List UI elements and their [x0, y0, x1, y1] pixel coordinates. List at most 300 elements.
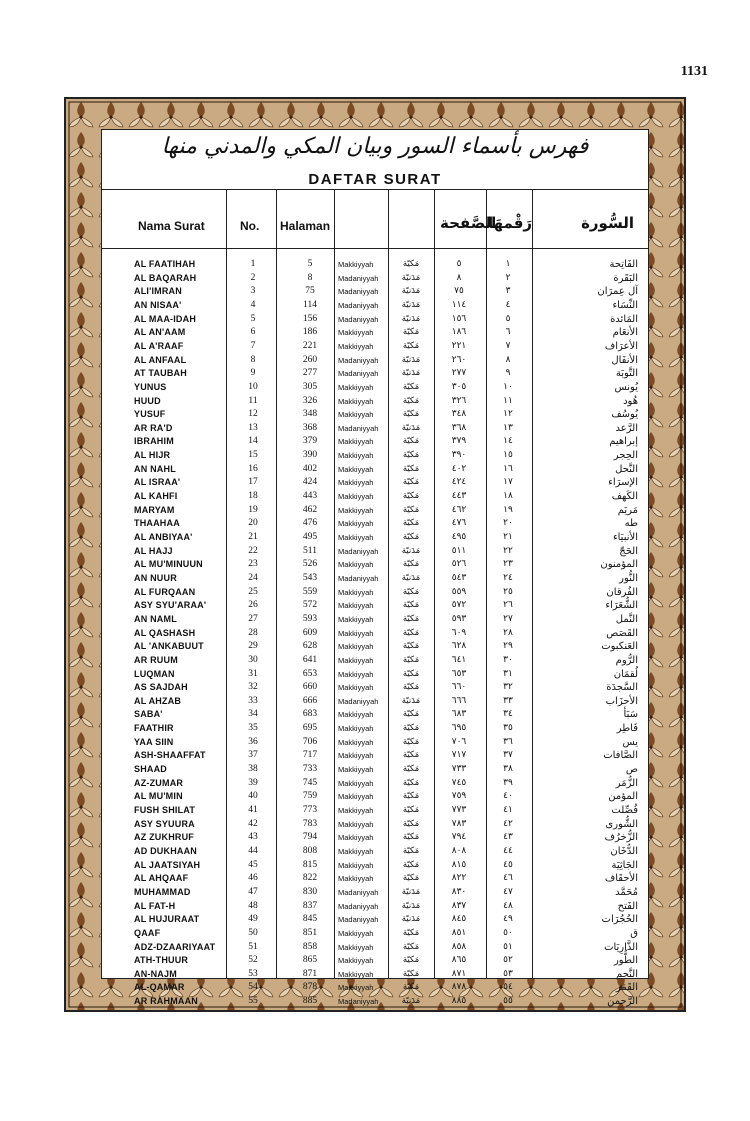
surah-page-ar: ٧١٧ [451, 750, 467, 761]
surah-page: 845 [302, 914, 318, 925]
table-row [102, 558, 648, 572]
surah-name: AL MU'MIN [134, 791, 183, 802]
surah-name-ar: طه [624, 518, 638, 530]
revelation-type-ar: مَكيّة [402, 764, 420, 775]
surah-name: ALI'IMRAN [134, 286, 182, 297]
surah-page-ar: ٧٥ [454, 286, 464, 297]
surah-name-ar: المَائدة [610, 313, 638, 325]
revelation-type: Madaniyyah [338, 314, 379, 324]
surah-number: 36 [248, 736, 258, 747]
surah-number-ar: ٥٥ [503, 996, 513, 1007]
surah-page-ar: ٢٧٧ [451, 368, 467, 379]
surah-number: 23 [248, 559, 258, 570]
surah-page-ar: ٨ [456, 272, 462, 283]
surah-name-ar: المؤمنون [600, 559, 638, 571]
surah-page-ar: ١١٤ [451, 299, 467, 310]
surah-number-ar: ١٥ [503, 450, 513, 461]
surah-number: 37 [248, 750, 258, 761]
surah-page-ar: ٨٤٥ [451, 914, 467, 925]
surah-name: AL AN'AAM [134, 327, 186, 338]
table-row [102, 668, 648, 682]
revelation-type: Makkiyyah [338, 628, 374, 638]
surah-number: 16 [248, 463, 258, 474]
surah-page-ar: ٥١١ [451, 545, 467, 556]
revelation-type: Makkiyyah [338, 328, 374, 338]
revelation-type-ar: مَكيّة [402, 791, 420, 802]
surah-name: YUSUF [134, 409, 166, 420]
surah-number-ar: ١٢ [503, 409, 513, 420]
revelation-type-ar: مَكيّة [402, 709, 420, 720]
surah-page: 695 [302, 723, 318, 734]
surah-name-ar: الجَاثِيَة [611, 859, 638, 871]
surah-name-ar: الشُّورى [605, 818, 638, 830]
surah-name-ar: الزُّخرُف [604, 832, 638, 844]
surah-number: 2 [250, 272, 256, 283]
revelation-type: Madaniyyah [338, 300, 379, 310]
surah-page-ar: ٥٧٢ [451, 600, 467, 611]
revelation-type-ar: مَكيّة [402, 409, 420, 420]
table-row [102, 586, 648, 600]
surah-number-ar: ٥١ [503, 941, 513, 952]
surah-number-ar: ٤٤ [503, 845, 513, 856]
revelation-type: Madaniyyah [338, 887, 379, 897]
revelation-type: Makkiyyah [338, 451, 374, 461]
surah-name: AL MU'MINUUN [134, 559, 203, 570]
table-row [102, 640, 648, 654]
surah-number: 44 [248, 845, 258, 856]
revelation-type: Makkiyyah [338, 846, 374, 856]
table-row [102, 886, 648, 900]
revelation-type: Makkiyyah [338, 382, 374, 392]
surah-name-ar: الأنفَال [611, 354, 638, 366]
surah-number-ar: ٤٥ [503, 859, 513, 870]
surah-page: 326 [302, 395, 318, 406]
surah-number-ar: ٤٣ [503, 832, 513, 843]
revelation-type-ar: مَكيّة [402, 736, 420, 747]
revelation-type-ar: مَكيّة [402, 477, 420, 488]
surah-name-ar: الكَهف [611, 491, 638, 503]
surah-page: 379 [302, 436, 318, 447]
surah-page-ar: ٧٠٦ [451, 736, 467, 747]
surah-number-ar: ٤٦ [503, 873, 513, 884]
surah-page: 858 [302, 941, 318, 952]
surah-name-ar: يُوسُف [611, 409, 638, 421]
surah-name-ar: السَّجدَة [606, 682, 638, 694]
surah-number-ar: ٢ [505, 272, 511, 283]
surah-name-ar: مَريَم [617, 504, 638, 516]
surah-name: AL A'RAAF [134, 340, 184, 351]
table-row [102, 381, 648, 395]
revelation-type-ar: مَدَنيّة [401, 272, 421, 283]
surah-name: AR RUUM [134, 654, 178, 665]
surah-page: 653 [302, 668, 318, 679]
surah-name-ar: المؤمن [608, 791, 638, 803]
table-row [102, 367, 648, 381]
surah-number-ar: ١٧ [503, 477, 513, 488]
surah-number: 45 [248, 859, 258, 870]
revelation-type: Makkiyyah [338, 956, 374, 966]
surah-number-ar: ١٨ [503, 491, 513, 502]
table-row [102, 313, 648, 327]
surah-name-ar: ق [630, 927, 638, 939]
table-row [102, 490, 648, 504]
surah-name: AN NAML [134, 613, 177, 624]
surah-page: 783 [302, 818, 318, 829]
revelation-type: Makkiyyah [338, 969, 374, 979]
surah-number: 42 [248, 818, 258, 829]
surah-page-ar: ٤٢٤ [451, 477, 467, 488]
surah-page: 156 [302, 313, 318, 324]
arabic-title: فهرس بأسماء السور وبيان المكي والمدني منها [161, 134, 589, 159]
surah-name: AN NISAA' [134, 299, 182, 310]
surah-number-ar: ٤٩ [503, 914, 513, 925]
surah-page: 609 [302, 627, 318, 638]
surah-page: 666 [302, 695, 318, 706]
revelation-type-ar: مَكيّة [402, 518, 420, 529]
revelation-type: Makkiyyah [338, 737, 374, 747]
surah-name: AZ-ZUMAR [134, 777, 184, 788]
surah-number-ar: ٢٩ [503, 641, 513, 652]
revelation-type-ar: مَكيّة [402, 327, 420, 338]
surah-number: 10 [248, 381, 258, 392]
surah-name: AL AHZAB [134, 695, 182, 706]
revelation-type: Makkiyyah [338, 751, 374, 761]
surah-name: QAAF [134, 927, 161, 938]
revelation-type: Madaniyyah [338, 915, 379, 925]
surah-number: 7 [250, 340, 256, 351]
surah-page: 368 [302, 422, 318, 433]
revelation-type-ar: مَكيّة [402, 641, 420, 652]
revelation-type-ar: مَدَنيّة [401, 313, 421, 324]
surah-number-ar: ٤٧ [503, 886, 513, 897]
revelation-type: Makkiyyah [338, 655, 374, 665]
revelation-type: Makkiyyah [338, 792, 374, 802]
surah-page: 186 [302, 327, 318, 338]
revelation-type-ar: مَدَنيّة [401, 996, 421, 1007]
surah-number: 21 [248, 532, 258, 542]
surah-name-ar: الصَّافات [603, 750, 638, 762]
surah-name-ar: البَقَرة [613, 272, 638, 284]
revelation-type: Makkiyyah [338, 614, 374, 624]
surah-number-ar: ٢٣ [503, 559, 513, 570]
surah-page: 871 [302, 968, 318, 979]
surah-name: SHAAD [134, 764, 168, 775]
surah-number-ar: ١٤ [503, 436, 513, 447]
surah-number: 41 [248, 805, 258, 815]
surah-page-ar: ٧٨٣ [451, 818, 467, 829]
revelation-type-ar: مَكيّة [402, 491, 420, 502]
surah-page: 424 [302, 477, 318, 488]
surah-name-ar: فَاطِر [616, 723, 638, 735]
surah-page: 221 [302, 340, 318, 351]
revelation-type: Madaniyyah [338, 901, 379, 911]
table-row [102, 299, 648, 313]
surah-name-ar: يُونس [614, 381, 638, 393]
surah-page: 830 [302, 886, 318, 897]
table-row [102, 763, 648, 777]
surah-number: 32 [248, 682, 258, 693]
surah-page: 808 [302, 845, 318, 856]
surah-number-ar: ٥٠ [503, 927, 513, 938]
table-row [102, 340, 648, 354]
surah-name: AL HAJJ [134, 545, 173, 556]
surah-page-ar: ٨٦٥ [451, 955, 467, 966]
revelation-type: Madaniyyah [338, 355, 379, 365]
revelation-type-ar: مَكيّة [402, 340, 420, 351]
surah-number-ar: ٣ [505, 286, 511, 297]
revelation-type-ar: مَدَنيّة [401, 299, 421, 310]
surah-page: 543 [302, 572, 318, 583]
surah-page-ar: ٨٥١ [451, 927, 467, 938]
surah-name: IBRAHIM [134, 436, 174, 447]
revelation-type-ar: مَكيّة [402, 600, 420, 611]
table-row [102, 708, 648, 722]
surah-number-ar: ٢٤ [503, 572, 513, 583]
table-row [102, 695, 648, 709]
surah-page-ar: ٦٩٥ [451, 723, 467, 734]
revelation-type-ar: مَكيّة [402, 682, 420, 693]
table-row [102, 545, 648, 559]
surah-page-ar: ٥٥٩ [451, 586, 467, 597]
surah-name: AS SAJDAH [134, 682, 188, 693]
surah-name-ar: الأنعَام [612, 327, 638, 339]
revelation-type-ar: مَكيّة [402, 805, 420, 815]
surah-name: HUUD [134, 395, 161, 406]
surah-page-ar: ٤٧٦ [451, 518, 467, 529]
surah-page-ar: ٧٩٤ [451, 832, 467, 843]
surah-number: 48 [248, 900, 258, 911]
revelation-type-ar: مَدَنيّة [401, 914, 421, 925]
surah-number: 24 [248, 572, 258, 583]
table-row [102, 804, 648, 818]
surah-page: 745 [302, 777, 318, 788]
surah-number-ar: ٥ [505, 313, 511, 324]
surah-page-ar: ١٥٦ [451, 313, 467, 324]
revelation-type: Makkiyyah [338, 778, 374, 788]
surah-name: YUNUS [134, 381, 167, 392]
surah-number: 50 [248, 927, 258, 938]
surah-number: 33 [248, 695, 258, 706]
surah-number-ar: ٢٦ [503, 600, 513, 611]
surah-number-ar: ١ [505, 259, 511, 269]
surah-name-ar: الرَّحمن [607, 996, 638, 1008]
revelation-type-ar: مَكيّة [402, 723, 420, 734]
surah-page: 476 [302, 518, 318, 529]
revelation-type: Makkiyyah [338, 942, 374, 952]
revelation-type: Makkiyyah [338, 819, 374, 829]
surah-page-ar: ٥ [456, 259, 462, 269]
page-title: DAFTAR SURAT [308, 171, 442, 188]
table-row [102, 872, 648, 886]
surah-number: 15 [248, 450, 258, 461]
surah-number-ar: ٣٠ [503, 654, 513, 665]
surah-number: 51 [248, 941, 258, 952]
surah-page: 511 [303, 545, 317, 556]
surah-name-ar: الأحزَاب [605, 695, 638, 707]
surah-name: AN NUUR [134, 572, 177, 583]
table-row [102, 435, 648, 449]
surah-number-ar: ٢٢ [503, 545, 513, 556]
surah-page: 773 [302, 805, 318, 815]
surah-page: 348 [302, 409, 318, 420]
surah-number-ar: ١٠ [503, 381, 513, 392]
surah-name-ar: الرَّعد [615, 422, 638, 434]
surah-name: AZ ZUKHRUF [134, 832, 194, 843]
header-page: Halaman [280, 219, 331, 233]
revelation-type-ar: مَكيّة [402, 941, 420, 952]
surah-name-ar: التَّوبَة [615, 368, 638, 380]
surah-name: MARYAM [134, 504, 175, 515]
surah-name: AL FAT-H [134, 900, 176, 911]
surah-number-ar: ٩ [505, 368, 511, 379]
surah-number: 8 [250, 354, 256, 365]
table-row [102, 326, 648, 340]
surah-number-ar: ١١ [503, 395, 513, 406]
surah-name: YAA SIIN [134, 736, 174, 747]
surah-page-ar: ٦٥٣ [451, 668, 467, 679]
surah-number: 53 [248, 968, 258, 979]
table-row [102, 572, 648, 586]
surah-number-ar: ٥٢ [503, 955, 513, 966]
surah-name-ar: الشُّعَرَاء [605, 600, 638, 612]
table-row [102, 258, 648, 272]
surah-page: 660 [302, 682, 318, 693]
header-no-ar: رَقْمهَا [488, 214, 533, 232]
surah-page-ar: ٢٦٠ [451, 354, 467, 365]
surah-page: 815 [302, 859, 318, 870]
surah-number-ar: ٣٧ [503, 750, 513, 761]
surah-page-ar: ٣٤٨ [451, 409, 467, 420]
surah-number-ar: ٣٦ [503, 736, 513, 747]
surah-page-ar: ٧٥٩ [451, 791, 467, 802]
surah-page: 593 [302, 613, 318, 624]
revelation-type: Makkiyyah [338, 505, 374, 515]
header-page-ar: الصَّفحة [440, 214, 497, 232]
surah-name-ar: مُحَمَّد [615, 886, 638, 898]
revelation-type: Makkiyyah [338, 478, 374, 488]
table-row [102, 900, 648, 914]
table-row [102, 463, 648, 477]
table-row [102, 736, 648, 750]
surah-name: AL AHQAAF [134, 873, 189, 884]
table-row [102, 845, 648, 859]
revelation-type: Makkiyyah [338, 396, 374, 406]
surah-page: 443 [302, 491, 318, 502]
surah-page: 260 [302, 354, 318, 365]
revelation-type: Makkiyyah [338, 806, 374, 815]
surah-page-ar: ٥٩٣ [451, 613, 467, 624]
revelation-type: Madaniyyah [338, 997, 379, 1007]
surah-page: 462 [302, 504, 318, 515]
surah-number: 40 [248, 791, 258, 802]
surah-name-ar: الحِجر [613, 450, 638, 462]
surah-page-ar: ٨٠٨ [451, 845, 467, 856]
surah-number: 26 [248, 600, 258, 611]
surah-number-ar: ٥٤ [503, 982, 513, 993]
table-row [102, 517, 648, 531]
surah-number: 39 [248, 777, 258, 788]
surah-name-ar: فُصِّلت [611, 805, 638, 816]
surah-page-ar: ٤٩٥ [451, 532, 467, 542]
revelation-type: Makkiyyah [338, 833, 374, 843]
surah-number: 18 [248, 491, 258, 502]
table-row [102, 613, 648, 627]
surah-number: 29 [248, 641, 258, 652]
surah-page: 759 [302, 791, 318, 802]
header-name: Nama Surat [138, 219, 205, 233]
surah-page-ar: ٧٤٥ [451, 777, 467, 788]
table-row [102, 818, 648, 832]
surah-name-ar: الفَاتِحة [609, 259, 638, 270]
revelation-type: Makkiyyah [338, 724, 374, 734]
surah-page-ar: ٥٢٦ [451, 559, 467, 570]
table-row [102, 354, 648, 368]
revelation-type-ar: مَدَنيّة [401, 545, 421, 556]
surah-name: AR RA'D [134, 422, 173, 433]
surah-number-ar: ٢٠ [503, 518, 513, 529]
surah-number-ar: ٣٥ [503, 723, 513, 734]
surah-number: 13 [248, 422, 258, 433]
revelation-type-ar: مَدَنيّة [401, 572, 421, 583]
surah-name-ar: النَّجم [616, 968, 638, 980]
revelation-type: Madaniyyah [338, 287, 379, 297]
surah-page: 878 [302, 982, 318, 993]
surah-page-ar: ٦٨٣ [451, 709, 467, 720]
revelation-type-ar: مَكيّة [402, 859, 420, 870]
revelation-type-ar: مَكيّة [402, 613, 420, 624]
surah-name: AL JAATSIYAH [134, 859, 201, 870]
table-row [102, 749, 648, 763]
surah-name-ar: لُقمَان [613, 668, 638, 680]
surah-name: ATH-THUUR [134, 955, 189, 966]
revelation-type-ar: مَكيّة [402, 955, 420, 966]
revelation-type-ar: مَكيّة [402, 654, 420, 665]
surah-page-ar: ٥٤٣ [451, 572, 467, 583]
table-row [102, 968, 648, 982]
table-row [102, 981, 648, 995]
surah-name: ASY SYU'ARAA' [134, 600, 207, 611]
surah-number: 5 [250, 313, 256, 324]
revelation-type-ar: مَكيّة [402, 845, 420, 856]
surah-name: THAAHAA [134, 518, 180, 529]
table-row [102, 790, 648, 804]
surah-name: AL 'ANKABUUT [134, 641, 204, 652]
table-row [102, 395, 648, 409]
surah-name: AL BAQARAH [134, 272, 197, 283]
revelation-type-ar: مَكيّة [402, 777, 420, 788]
surah-name: AL ISRAA' [134, 477, 181, 488]
surah-page-ar: ٢٢١ [451, 340, 467, 351]
revelation-type-ar: مَدَنيّة [401, 900, 421, 911]
surah-page: 822 [302, 873, 318, 884]
surah-page: 683 [302, 709, 318, 720]
surah-page-ar: ٤٤٣ [451, 491, 467, 502]
surah-name: FAATHIR [134, 723, 174, 734]
revelation-type: Madaniyyah [338, 546, 379, 556]
revelation-type-ar: مَدَنيّة [401, 422, 421, 433]
table-row [102, 627, 648, 641]
surah-number: 25 [248, 586, 258, 597]
surah-name-ar: القَمَر [615, 982, 638, 994]
revelation-type: Makkiyyah [338, 928, 374, 938]
surah-name: AL ANFAAL [134, 354, 187, 365]
table-row [102, 408, 648, 422]
table-row [102, 954, 648, 968]
revelation-type: Makkiyyah [338, 437, 374, 447]
revelation-type-ar: مَدَنيّة [401, 286, 421, 297]
surah-number: 35 [248, 723, 258, 734]
surah-number-ar: ٤٨ [503, 900, 513, 911]
